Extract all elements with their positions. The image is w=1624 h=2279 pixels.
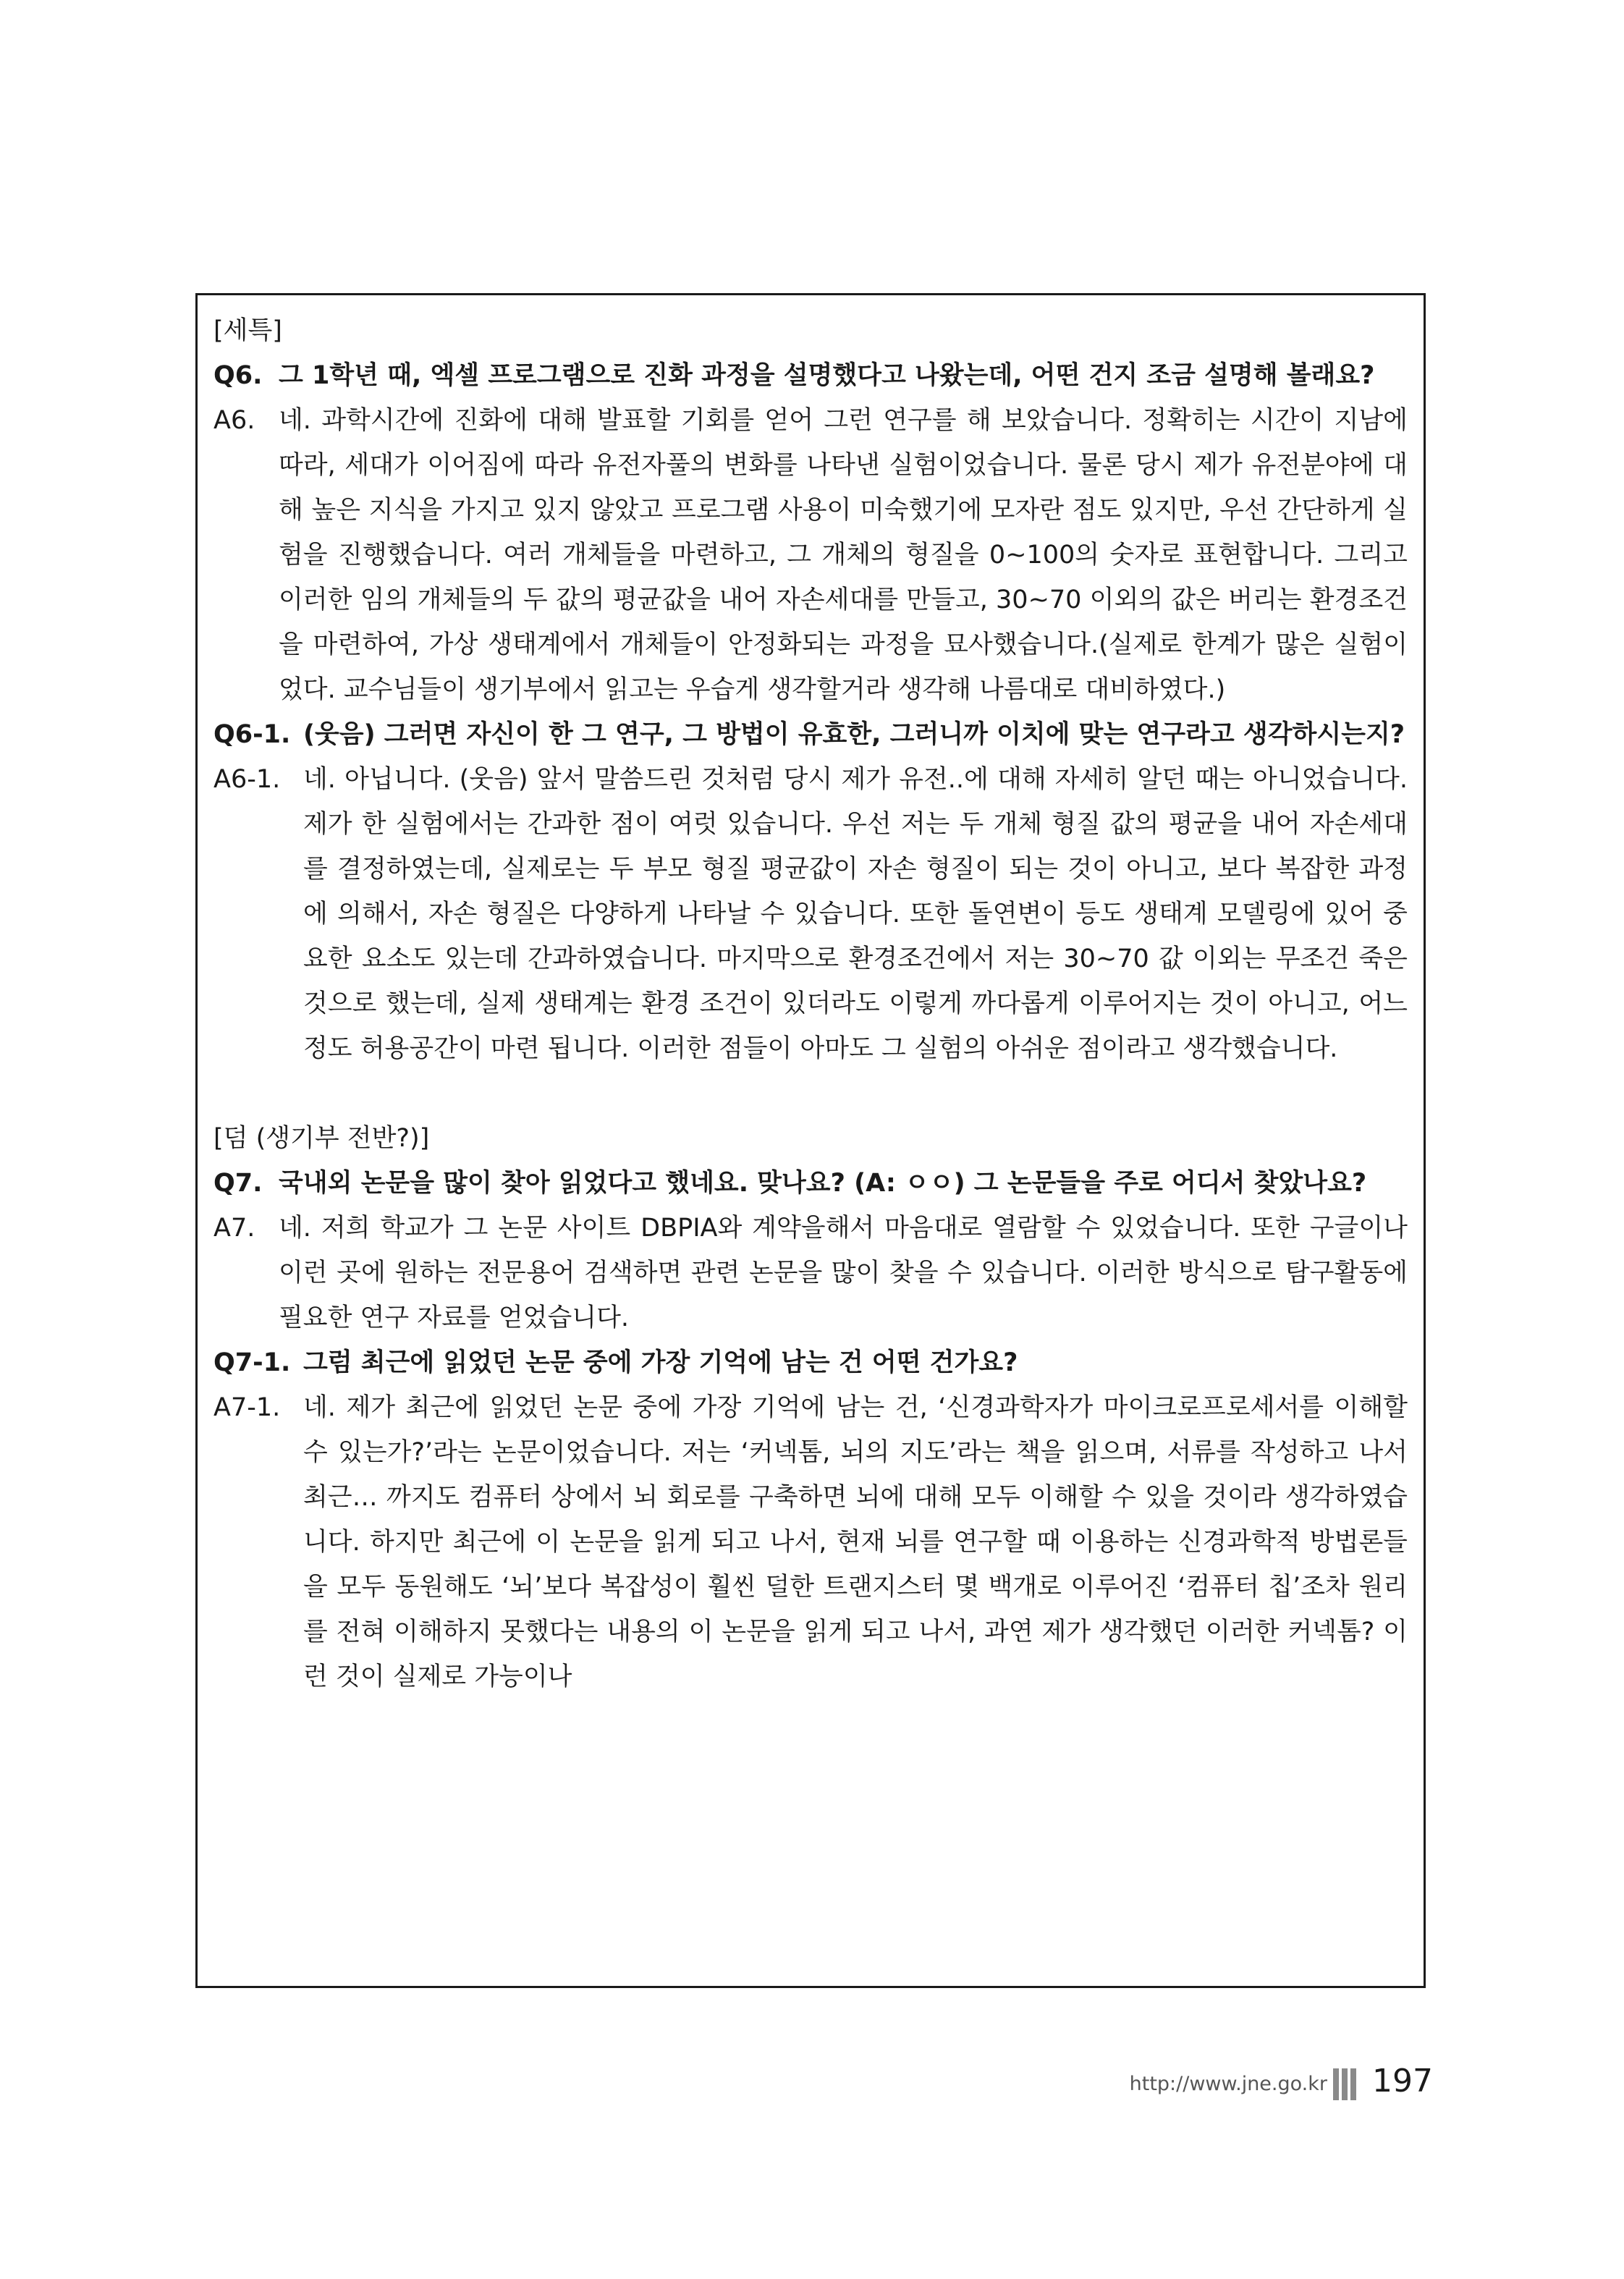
answer-text: 네. 과학시간에 진화에 대해 발표할 기회를 얻어 그런 연구를 해 보았습니다. 정확히는 시간이 지남에 따라, 세대가 이어짐에 따라 유전자풀의 변화를 나타낸 실험이었습니다. 물론 당시 제가 유전분야에 대해 높은 지식을 가지고 있지 않았고 프로그램 사용이 미숙했기에 모자란 점도 있지만, 우선 간단하게 실험을 진행했습니다. 여러 개체들을 마련하고, 그 개체의 형질을 0~100의 숫자로 표현합니다. 그리고 이러한 임의 개체들의 두 값의 평균값을 내어 자손세대를 만들고, 30~70 이외의 값은 버리는 환경조건을 마련하여, 가상 생태계에서 개체들이 안정화되는 과정을 묘사했습니다.(실제로 한계가 많은 실험이었다. 교수님들이 생기부에서 읽고는 우습게 생각할거라 생각해 나름대로 대비하였다.) <box>279 406 1408 704</box>
footer-url: http://www.jne.go.kr <box>1129 2073 1327 2095</box>
question-label: Q6. <box>213 361 263 390</box>
question-q6-1 <box>213 712 1408 757</box>
page-marker-icon <box>1333 2068 1356 2100</box>
section-header: [덤 (생기부 전반?)] <box>213 1124 430 1153</box>
content-box <box>195 293 1426 1988</box>
answer-a7-1 <box>213 1385 1408 1699</box>
answer-a6 <box>213 398 1408 712</box>
question-label: Q6-1. <box>213 720 291 749</box>
answer-text: 네. 저희 학교가 그 논문 사이트 DBPIA와 계약을해서 마음대로 열람할 수 있었습니다. 또한 구글이나 이런 곳에 원하는 전문용어 검색하면 관련 논문을 많이 찾을 수 있습니다. 이러한 방식으로 탐구활동에 필요한 연구 자료를 얻었습니다. <box>279 1214 1408 1332</box>
question-label: Q7-1. <box>213 1348 291 1377</box>
answer-label: A6. <box>213 406 255 435</box>
question-label: Q7. <box>213 1169 263 1198</box>
answer-text: 네. 아닙니다. (웃음) 앞서 말씀드린 것처럼 당시 제가 유전..에 대해 자세히 알던 때는 아니었습니다. 제가 한 실험에서는 간과한 점이 여럿 있습니다. 우선 저는 두 개체 형질 값의 평균을 내어 자손세대를 결정하였는데, 실제로는 두 부모 형질 평균값이 자손 형질이 되는 것이 아니고, 보다 복잡한 과정에 의해서, 자손 형질은 다양하게 나타날 수 있습니다. 또한 돌연변이 등도 생태계 모델링에 있어 중요한 요소도 있는데 간과하였습니다. 마지막으로 환경조건에서 저는 30~70 값 이외는 무조건 죽은 것으로 했는데, 실제 생태계는 환경 조건이 있더라도 이렇게 까다롭게 이루어지는 것이 아니고, 어느 정도 허용공간이 마련 됩니다. 이러한 점들이 아마도 그 실험의 아쉬운 점이라고 생각했습니다. <box>303 765 1408 1063</box>
question-text: (웃음) 그러면 자신이 한 그 연구, 그 방법이 유효한, 그러니까 이치에 맞는 연구라고 생각하시는지? <box>303 720 1405 749</box>
answer-a7 <box>213 1206 1408 1340</box>
page-number: 197 <box>1372 2063 1433 2100</box>
page-footer <box>1129 2063 1433 2106</box>
question-text: 국내외 논문을 많이 찾아 읽었다고 했네요. 맞나요? (A: ㅇㅇ) 그 논문들을 주로 어디서 찾았나요? <box>279 1169 1367 1198</box>
question-text: 그럼 최근에 읽었던 논문 중에 가장 기억에 남는 건 어떤 건가요? <box>303 1348 1018 1377</box>
answer-a6-1 <box>213 757 1408 1071</box>
answer-label: A7-1. <box>213 1393 281 1422</box>
section-gap <box>213 1071 1408 1116</box>
section-header: [세특] <box>213 316 282 345</box>
answer-label: A7. <box>213 1214 255 1243</box>
answer-text: 네. 제가 최근에 읽었던 논문 중에 가장 기억에 남는 건, ‘신경과학자가 마이크로프로세서를 이해할 수 있는가?’라는 논문이었습니다. 저는 ‘커넥톰, 뇌의 지도’라는 책을 읽으며, 서류를 작성하고 나서 최근… 까지도 컴퓨터 상에서 뇌 회로를 구축하면 뇌에 대해 모두 이해할 수 있을 것이라 생각하였습니다. 하지만 최근에 이 논문을 읽게 되고 나서, 현재 뇌를 연구할 때 이용하는 신경과학적 방법론들을 모두 동원해도 ‘뇌’보다 복잡성이 훨씬 덜한 트랜지스터 몇 백개로 이루어진 ‘컴퓨터 칩’조차 원리를 전혀 이해하지 못했다는 내용의 이 논문을 읽게 되고 나서, 과연 제가 생각했던 이러한 커넥톰? 이런 것이 실제로 가능이나 <box>303 1393 1408 1691</box>
answer-label: A6-1. <box>213 765 281 794</box>
question-q7-1 <box>213 1340 1408 1385</box>
question-q7 <box>213 1161 1408 1206</box>
question-q6 <box>213 353 1408 398</box>
question-text: 그 1학년 때, 엑셀 프로그램으로 진화 과정을 설명했다고 나왔는데, 어떤 건지 조금 설명해 볼래요? <box>279 361 1375 390</box>
